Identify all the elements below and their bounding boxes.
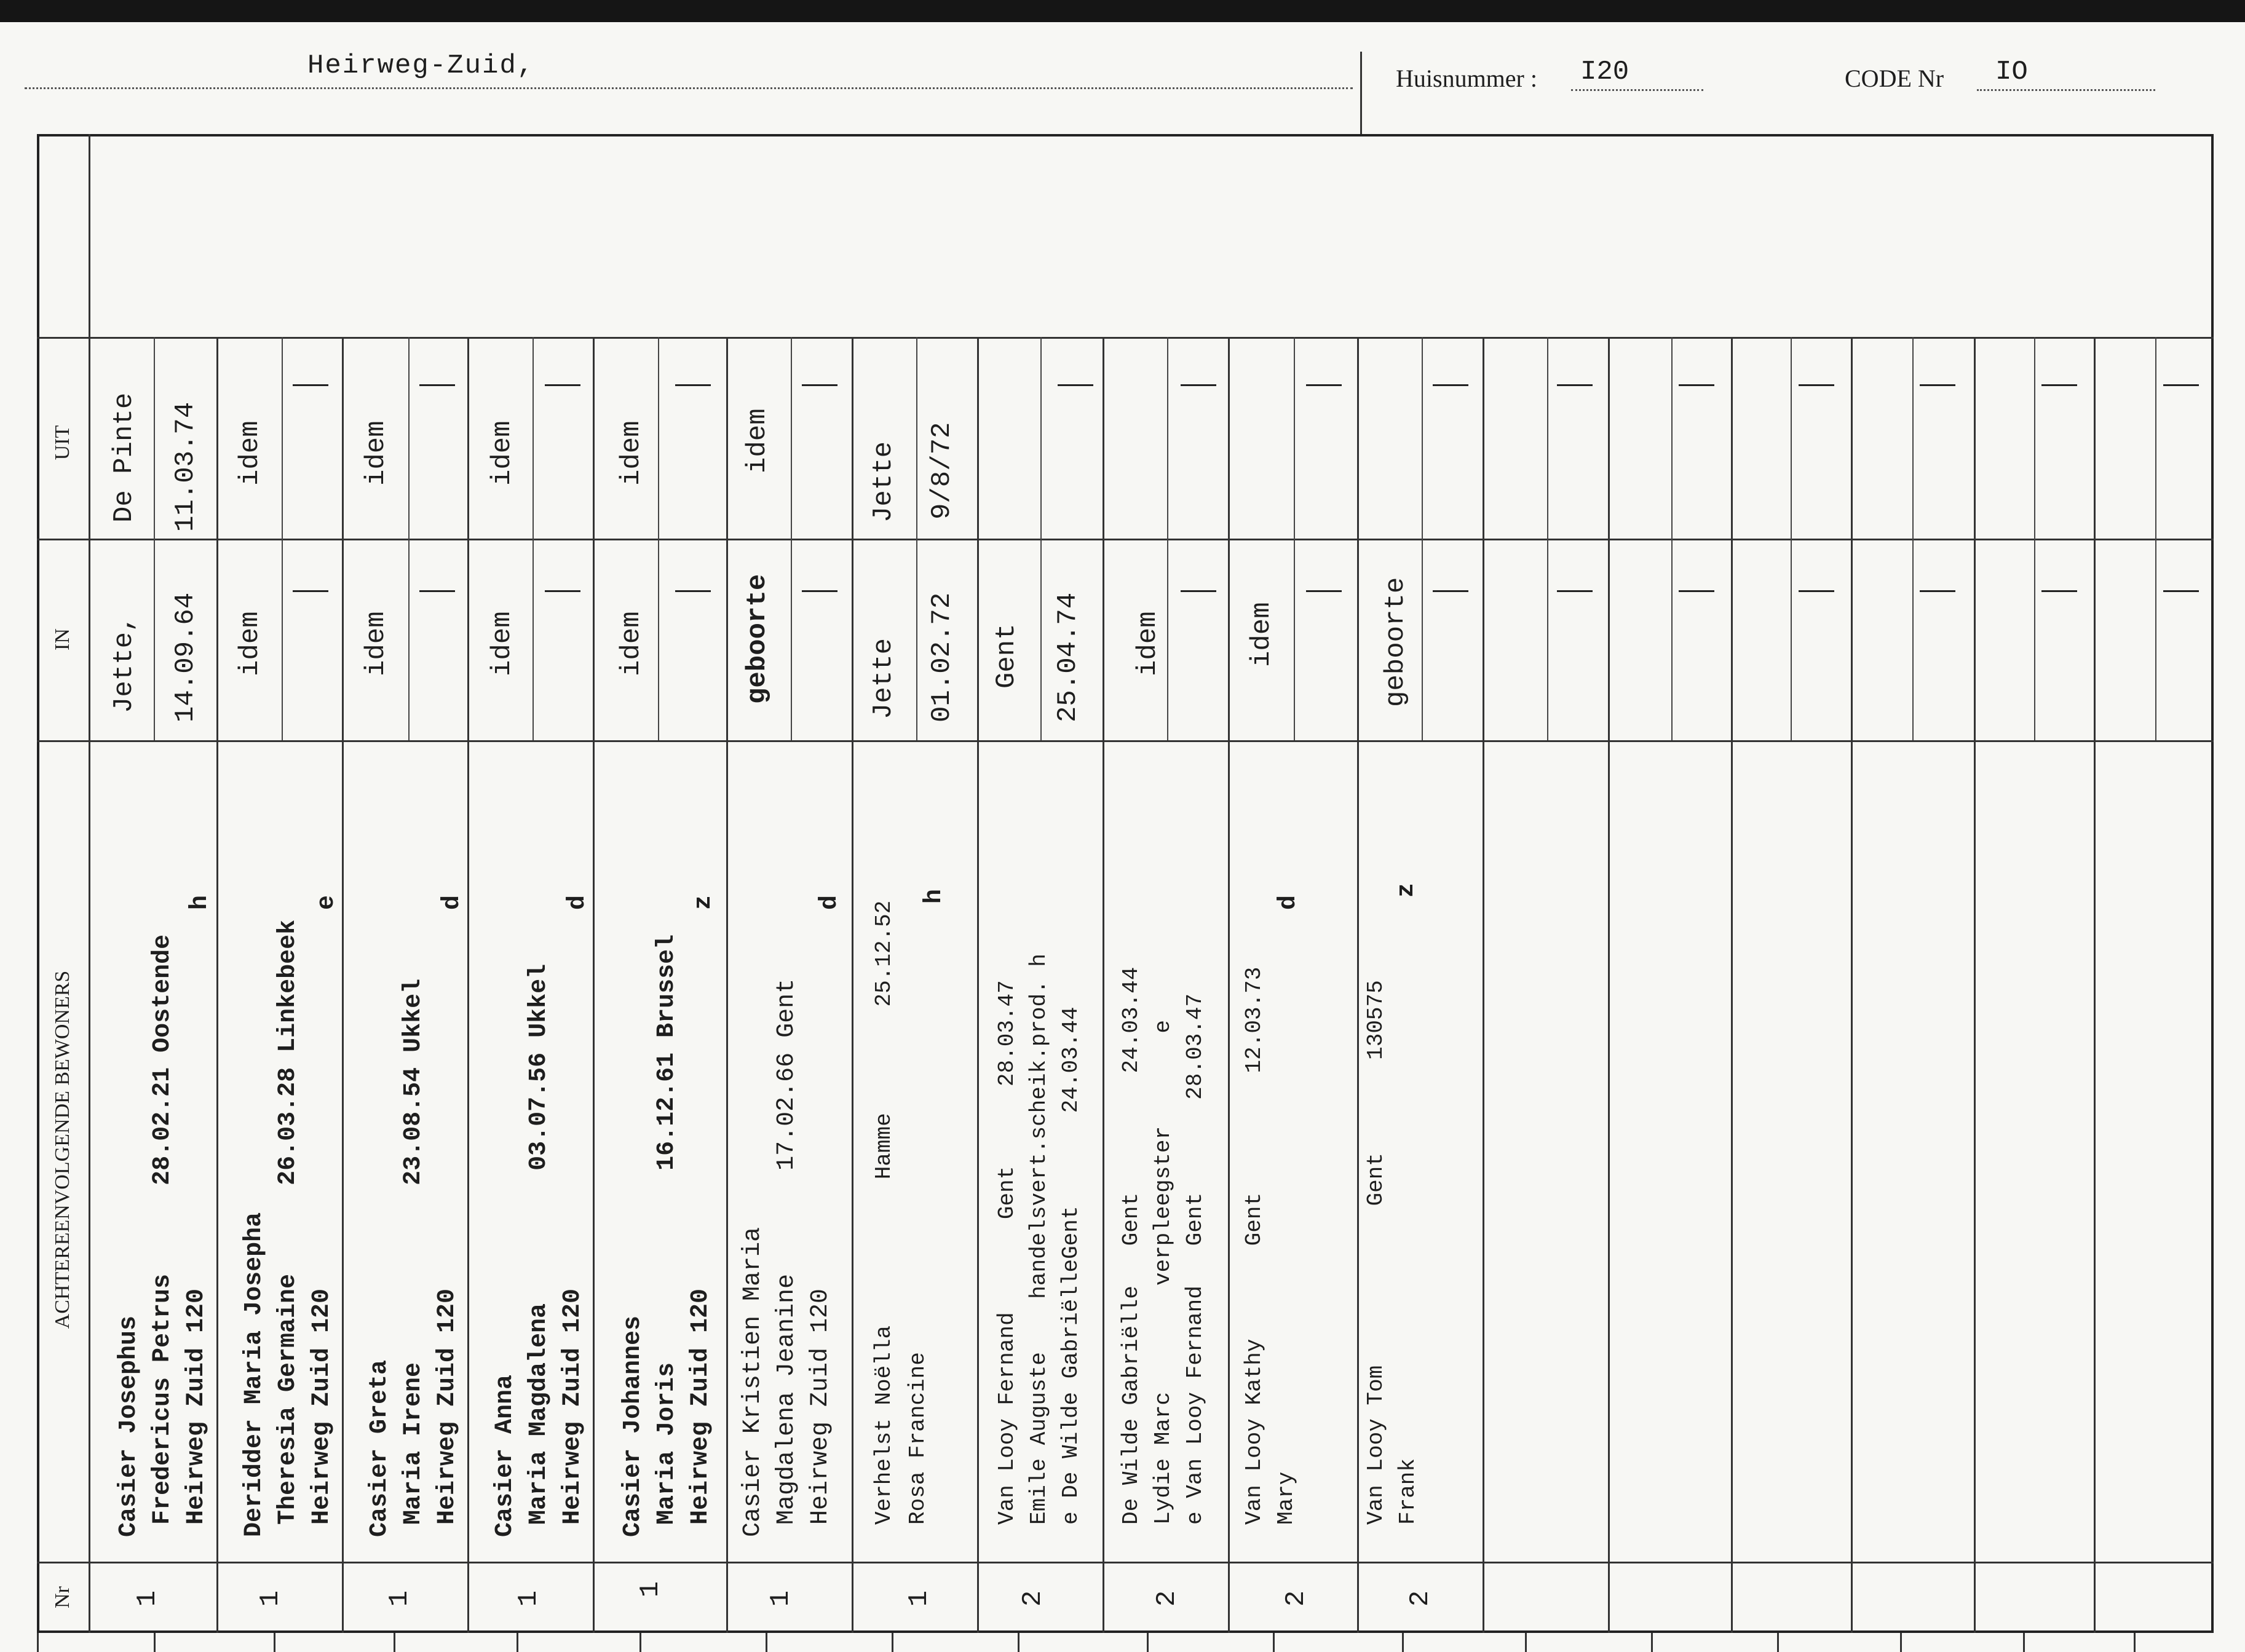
bottom-tick [1525, 1633, 1527, 1652]
in-place: idem [361, 611, 392, 676]
entry-divider [1731, 337, 1733, 1633]
empty-dash [2041, 384, 2077, 386]
resident-line: Mary [1273, 1471, 1299, 1525]
entry-divider [467, 337, 469, 1633]
bottom-tick [1900, 1633, 1902, 1652]
in-dash [802, 590, 837, 592]
in-dash [1306, 590, 1342, 592]
code-dotted-line [1977, 89, 2155, 91]
huisnummer-dotted-line [1571, 89, 1703, 91]
uit-dash [1306, 384, 1342, 386]
resident-code: e [313, 895, 341, 910]
empty-dash [2163, 590, 2199, 592]
bottom-tick [394, 1633, 395, 1652]
in-place: geboorte [1380, 577, 1411, 707]
empty-dash [1557, 384, 1593, 386]
in-date: 14.09.64 [170, 592, 201, 722]
bottom-tick [154, 1633, 156, 1652]
subdivider [408, 337, 410, 740]
in-dash [545, 590, 580, 592]
subdivider [533, 337, 534, 740]
resident-line: Casier Anna [491, 1374, 519, 1537]
resident-line: Heirweg Zuid 120 [183, 1288, 210, 1525]
uit-subdivider [154, 337, 155, 539]
bottom-tick [2134, 1633, 2136, 1652]
resident-line: Maria Joris 16.12.61 Brussel [653, 934, 681, 1525]
uit-dash [1433, 384, 1468, 386]
entry-divider [1608, 337, 1610, 1633]
resident-code: z [690, 895, 718, 910]
huisnummer-label: Huisnummer : [1396, 65, 1537, 92]
bottom-tick [766, 1633, 767, 1652]
line-bewoners-nr [37, 1562, 2214, 1563]
entry-divider [726, 337, 728, 1633]
code-value: IO [1995, 57, 2028, 87]
nr-value: 1 [513, 1590, 544, 1607]
nr-value: 1 [132, 1590, 163, 1607]
resident-code: z [1393, 882, 1420, 898]
subdivider [1547, 337, 1548, 740]
uit-date: 9/8/72 [927, 422, 957, 520]
uit-dash [675, 384, 711, 386]
resident-line: Heirweg Zuid 120 [687, 1288, 715, 1525]
subdivider [1167, 337, 1168, 740]
subdivider [1294, 337, 1295, 740]
resident-code: h [921, 888, 948, 904]
resident-line: Casier Johannes [619, 1315, 647, 1537]
line-in-bewoners [37, 740, 2214, 742]
bottom-tick [1402, 1633, 1404, 1652]
in-place: idem [1133, 611, 1163, 676]
resident-line: Theresia Germaine 26.03.28 Linkebeek [274, 919, 302, 1525]
uit-dash [293, 384, 328, 386]
empty-dash [1679, 384, 1714, 386]
resident-line: Maria Magdalena 03.07.56 Ukkel [525, 963, 553, 1525]
subdivider [1671, 337, 1673, 740]
in-place: idem [487, 611, 518, 676]
uit-dash [545, 384, 580, 386]
resident-line: Van Looy Kathy Gent 12.03.73 [1241, 966, 1267, 1525]
bottom-tick [1273, 1633, 1275, 1652]
street-name: Heirweg-Zuid, [307, 50, 535, 81]
bottom-tick [274, 1633, 275, 1652]
nr-value: 1 [255, 1590, 286, 1607]
nr-value: 2 [1281, 1590, 1312, 1607]
subdivider [658, 337, 659, 740]
subdivider [1040, 337, 1042, 740]
in-place: Gent [991, 623, 1022, 689]
entry-divider [593, 337, 595, 1633]
column-label-nr: Nr [51, 1586, 74, 1608]
resident-line: e De Wilde GabriëlleGent 24.03.44 [1058, 1006, 1083, 1525]
subdivider [2034, 337, 2035, 740]
empty-dash [1557, 590, 1593, 592]
resident-line: Heirweg Zuid 120 [559, 1288, 587, 1525]
in-place: idem [616, 611, 647, 676]
nr-value: 1 [766, 1590, 796, 1607]
uit-dash [1181, 384, 1216, 386]
subdivider [916, 337, 917, 740]
entry-divider [1103, 337, 1104, 1633]
bottom-tick [517, 1633, 518, 1652]
code-label: CODE Nr [1845, 65, 1944, 92]
in-dash [1433, 590, 1468, 592]
nr-value: 2 [1405, 1590, 1436, 1607]
in-subdivider [154, 539, 155, 740]
nr-value: 2 [1018, 1590, 1048, 1607]
resident-line: De Wilde Gabriëlle Gent 24.03.44 [1119, 966, 1144, 1525]
uit-dash [1058, 384, 1093, 386]
subdivider [2155, 337, 2156, 740]
in-date: 25.04.74 [1053, 592, 1083, 722]
subdivider [1791, 337, 1792, 740]
entry-divider [1228, 337, 1230, 1633]
empty-dash [1920, 384, 1955, 386]
resident-line: Maria Irene 23.08.54 Ukkel [400, 978, 427, 1525]
nr-value: 1 [384, 1590, 415, 1607]
bottom-tick [1777, 1633, 1779, 1652]
resident-line: Casier Josephus [115, 1315, 143, 1537]
uit-place: idem [235, 421, 266, 486]
bottom-tick [1651, 1633, 1653, 1652]
column-label-uit: UIT [51, 425, 74, 460]
bottom-tick [37, 1633, 39, 1652]
entry-divider [1483, 337, 1484, 1633]
resident-code: d [438, 895, 466, 910]
header-divider [1360, 52, 1362, 134]
huisnummer-value: I20 [1580, 57, 1629, 87]
resident-line: Deridder Maria Josepha [240, 1212, 268, 1537]
uit-place: idem [616, 421, 647, 486]
in-dash [675, 590, 711, 592]
resident-code: d [564, 895, 592, 910]
subdivider [791, 337, 792, 740]
line-uit-top [37, 337, 2214, 339]
resident-line: Magdalena Jeanine 17.02.66 Gent [773, 978, 801, 1525]
uit-place: De Pinte [109, 392, 140, 523]
resident-line: Frank [1395, 1458, 1420, 1525]
in-place: idem [1246, 602, 1277, 667]
resident-line: Heirweg Zuid 120 [807, 1288, 834, 1525]
entry-divider [852, 337, 853, 1633]
subdivider [282, 337, 283, 740]
resident-line: Emile Auguste handelsvert.scheik.prod. h [1026, 954, 1051, 1525]
empty-dash [2163, 384, 2199, 386]
entry-divider [1357, 337, 1359, 1633]
nr-value: 1 [635, 1581, 666, 1598]
bottom-tick [2023, 1633, 2025, 1652]
entry-divider [977, 337, 979, 1633]
resident-line: Casier Kristien Maria [739, 1227, 767, 1537]
resident-code: h [186, 895, 214, 910]
in-date: 01.02.72 [927, 592, 957, 722]
scan-top-edge [0, 0, 2245, 22]
in-place: idem [235, 611, 266, 676]
empty-dash [1679, 590, 1714, 592]
column-label-in: IN [51, 628, 74, 650]
street-dotted-line [25, 87, 1353, 89]
resident-code: d [816, 895, 844, 910]
resident-line: Casier Greta [366, 1359, 394, 1537]
bottom-tick [639, 1633, 641, 1652]
in-dash [293, 590, 328, 592]
resident-line: Van Looy Fernand Gent 28.03.47 [994, 980, 1020, 1525]
bottom-tick [1018, 1633, 1020, 1652]
resident-line: Fredericus Petrus 28.02.21 Oostende [149, 934, 176, 1525]
uit-dash [419, 384, 455, 386]
uit-place: idem [742, 408, 773, 473]
uit-date: 11.03.74 [170, 401, 201, 532]
label-column-line [89, 134, 90, 1633]
in-place: Jette [868, 638, 899, 719]
resident-line: Heirweg Zuid 120 [308, 1288, 336, 1525]
entry-divider [216, 337, 218, 1633]
empty-dash [1920, 590, 1955, 592]
empty-dash [1799, 590, 1834, 592]
line-uit-in [37, 539, 2214, 540]
uit-place: idem [361, 421, 392, 486]
in-dash [419, 590, 455, 592]
uit-dash [802, 384, 837, 386]
resident-line: Lydie Marc verpleegster e [1150, 1020, 1176, 1525]
uit-place: Jette [868, 441, 899, 523]
uit-place: idem [487, 421, 518, 486]
empty-dash [1799, 384, 1834, 386]
subdivider [1422, 337, 1423, 740]
resident-line: Van Looy Tom Gent 130575 [1363, 980, 1388, 1525]
entry-divider [1851, 337, 1853, 1633]
in-place: Jette, [109, 615, 140, 713]
column-label-bewoners: ACHTEREENVOLGENDE BEWONERS [51, 970, 74, 1329]
resident-line: e Van Looy Fernand Gent 28.03.47 [1182, 993, 1208, 1525]
entry-divider [1974, 337, 1976, 1633]
resident-line: Rosa Francine [905, 1352, 930, 1525]
resident-line: Verhelst Noëlla Hamme 25.12.52 [871, 900, 897, 1525]
subdivider [1912, 337, 1914, 740]
nr-value: 2 [1152, 1590, 1182, 1607]
bottom-tick [892, 1633, 893, 1652]
in-place: geboorte [742, 574, 773, 704]
entry-divider [2094, 337, 2096, 1633]
resident-line: Heirweg Zuid 120 [434, 1288, 461, 1525]
bottom-tick [1147, 1633, 1149, 1652]
entry-divider [342, 337, 344, 1633]
empty-dash [2041, 590, 2077, 592]
nr-value: 1 [904, 1590, 935, 1607]
resident-code: d [1275, 895, 1302, 910]
in-dash [1181, 590, 1216, 592]
